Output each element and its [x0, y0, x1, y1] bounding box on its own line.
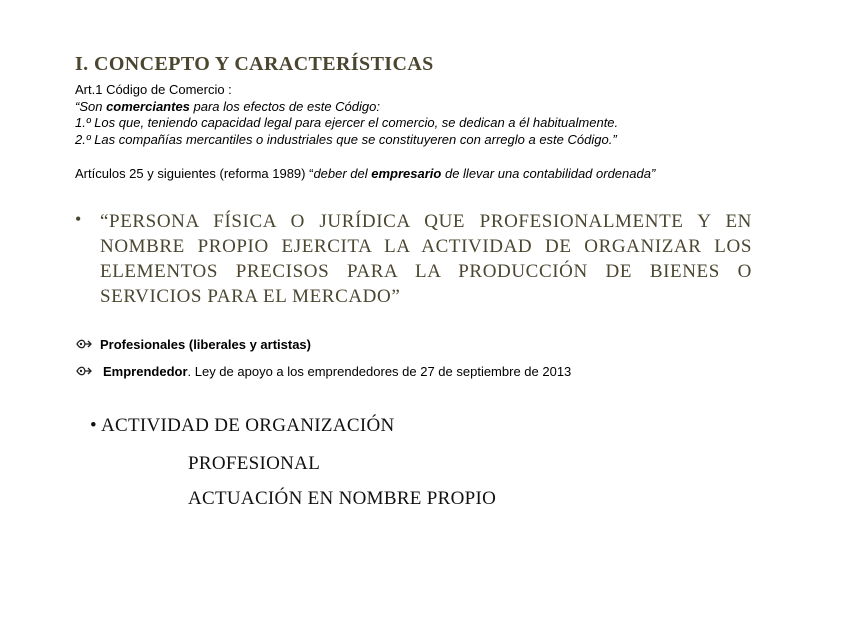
profesionales-label: Profesionales (liberales y artistas): [100, 336, 311, 352]
quote-open: “Son: [75, 98, 107, 114]
bullet-icon: •: [75, 209, 82, 229]
article-1-quote: [75, 99, 775, 116]
list-item-profesionales: [75, 336, 311, 352]
actividad-line-1: [90, 415, 395, 437]
quote-bold-term: comerciantes: [106, 98, 190, 114]
list-item-emprendedor: [75, 363, 571, 379]
emprendedor-rest: . Ley de apoyo a los emprendedores de 27 de septiembre de 2013: [187, 363, 572, 379]
article-25-italic-1: deber del: [313, 166, 372, 181]
quote-rest: para los efectos de este Código:: [189, 98, 380, 114]
article-1-item-2: 2.º Las compañías mercantiles o industriales que se constituyeren con arreglo a este Código.”: [75, 131, 617, 147]
actividad-line-2: PROFESIONAL: [188, 453, 321, 474]
page-title: I. CONCEPTO Y CARACTERÍSTICAS: [75, 53, 434, 75]
emprendedor-label: Emprendedor: [103, 363, 188, 379]
article-25-italic-2: de llevar una contabilidad ordenada”: [441, 166, 656, 181]
article-1-block: [75, 82, 775, 148]
article-25-line: [75, 166, 655, 181]
article-1-item-1: 1.º Los que, teniendo capacidad legal para ejercer el comercio, se dedican a él habitualmente.: [75, 115, 619, 130]
article-25-bold-term: empresario: [371, 166, 442, 181]
definition-text: “PERSONA FÍSICA O JURÍDICA QUE PROFESIONALMENTE Y EN NOMBRE PROPIO EJERCITA LA ACTIVIDAD DE ORGANIZAR LOS ELEMENTOS PRECISOS PARA LA PRODUCCIÓN DE BIENES O SERVICIOS PARA EL MERCADO”: [100, 211, 752, 307]
bullet-icon: •: [90, 415, 97, 436]
article-1-heading: Art.1 Código de Comercio :: [75, 82, 232, 97]
fleuron-icon: [75, 363, 93, 379]
emprendedor-text: [103, 364, 571, 379]
article-25-prefix: Artículos 25 y siguientes (reforma 1989) “: [75, 166, 314, 181]
fleuron-icon: [75, 336, 93, 352]
actividad-label: ACTIVIDAD DE ORGANIZACIÓN: [100, 415, 395, 436]
actividad-line-3: ACTUACIÓN EN NOMBRE PROPIO: [188, 488, 497, 509]
